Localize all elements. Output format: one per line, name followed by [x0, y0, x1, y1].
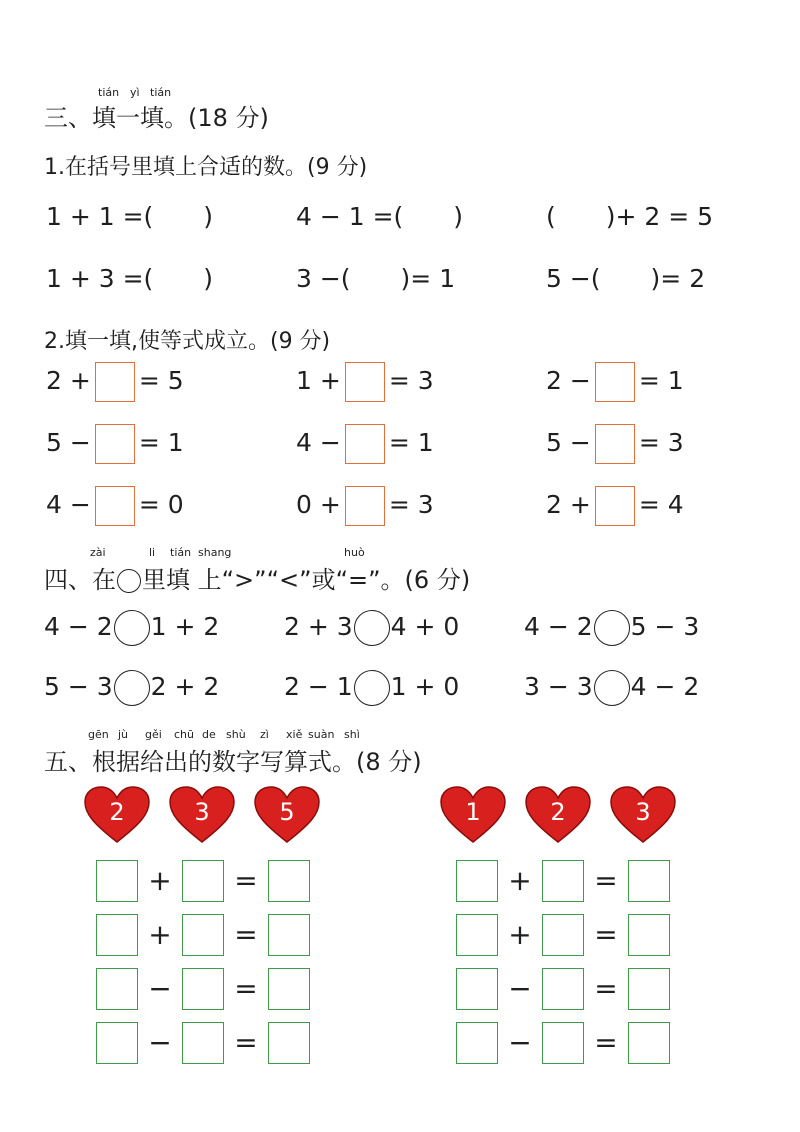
answer-box[interactable]: [542, 1022, 584, 1064]
pinyin: huò: [344, 546, 365, 559]
write-equation-row: − =: [96, 1022, 310, 1064]
answer-box[interactable]: [95, 424, 135, 464]
answer-box[interactable]: [95, 362, 135, 402]
box-equation: 0 + = 3: [296, 486, 434, 526]
compare-circle[interactable]: [594, 610, 630, 646]
answer-box[interactable]: [345, 424, 385, 464]
answer-box[interactable]: [595, 424, 635, 464]
heart-number-card: 3: [169, 786, 235, 844]
answer-box[interactable]: [268, 968, 310, 1010]
pinyin: zì: [260, 728, 269, 741]
answer-box[interactable]: [182, 914, 224, 956]
write-equation-row: − =: [456, 1022, 670, 1064]
heart-number-card: 5: [254, 786, 320, 844]
compare-item: 3 − 3 4 − 2: [524, 670, 699, 706]
heart-number-card: 2: [84, 786, 150, 844]
answer-box[interactable]: [95, 486, 135, 526]
pinyin: tián: [150, 86, 172, 99]
pinyin: tián: [170, 546, 192, 559]
fill-equation[interactable]: 1 + 3 =( ): [46, 264, 214, 293]
compare-circle[interactable]: [594, 670, 630, 706]
box-equation: 2 + = 4: [546, 486, 684, 526]
heart-number-card: 1: [440, 786, 506, 844]
pinyin: shang: [198, 546, 232, 559]
section3-title: 三、填一填。(18 分): [44, 104, 269, 132]
write-equation-row: + =: [456, 860, 670, 902]
answer-box[interactable]: [456, 860, 498, 902]
write-equation-row: + =: [96, 914, 310, 956]
answer-box[interactable]: [595, 362, 635, 402]
answer-box[interactable]: [345, 362, 385, 402]
answer-box[interactable]: [268, 1022, 310, 1064]
answer-box[interactable]: [96, 968, 138, 1010]
compare-circle[interactable]: [354, 670, 390, 706]
pinyin: li: [149, 546, 156, 559]
section5-title: 五、根据给出的数字写算式。(8 分): [44, 748, 422, 776]
section4-title: 四、在 里填 上“>”“<”或“=”。(6 分): [44, 566, 471, 594]
box-equation: 1 + = 3: [296, 362, 434, 402]
answer-box[interactable]: [628, 914, 670, 956]
answer-box[interactable]: [182, 968, 224, 1010]
compare-circle[interactable]: [114, 670, 150, 706]
write-equation-row: + =: [456, 914, 670, 956]
box-equation: 5 − = 1: [46, 424, 184, 464]
pinyin: gēn: [88, 728, 109, 741]
pinyin: suàn: [308, 728, 335, 741]
answer-box[interactable]: [595, 486, 635, 526]
compare-item: 2 − 1 1 + 0: [284, 670, 459, 706]
compare-item: 5 − 3 2 + 2: [44, 670, 219, 706]
pinyin: yì: [130, 86, 140, 99]
answer-box[interactable]: [542, 914, 584, 956]
compare-circle[interactable]: [114, 610, 150, 646]
answer-box[interactable]: [542, 968, 584, 1010]
answer-box[interactable]: [456, 1022, 498, 1064]
pinyin: shì: [344, 728, 360, 741]
fill-equation[interactable]: 3 −( )= 1: [296, 264, 456, 293]
compare-item: 2 + 3 4 + 0: [284, 610, 459, 646]
answer-box[interactable]: [628, 968, 670, 1010]
write-equation-row: − =: [96, 968, 310, 1010]
fill-equation[interactable]: 5 −( )= 2: [546, 264, 706, 293]
pinyin: gěi: [145, 728, 162, 741]
fill-equation[interactable]: 4 − 1 =( ): [296, 202, 464, 231]
answer-box[interactable]: [345, 486, 385, 526]
answer-box[interactable]: [182, 860, 224, 902]
q1-title: 1.在括号里填上合适的数。(9 分): [44, 155, 368, 180]
circle-icon: [117, 569, 141, 593]
answer-box[interactable]: [268, 860, 310, 902]
write-equation-row: + =: [96, 860, 310, 902]
answer-box[interactable]: [456, 968, 498, 1010]
box-equation: 4 − = 1: [296, 424, 434, 464]
pinyin: jù: [118, 728, 129, 741]
answer-box[interactable]: [628, 860, 670, 902]
pinyin: shù: [226, 728, 246, 741]
answer-box[interactable]: [268, 914, 310, 956]
answer-box[interactable]: [628, 1022, 670, 1064]
heart-number-card: 3: [610, 786, 676, 844]
box-equation: 2 + = 5: [46, 362, 184, 402]
pinyin: de: [202, 728, 216, 741]
answer-box[interactable]: [96, 914, 138, 956]
pinyin: chū: [174, 728, 194, 741]
write-equation-row: − =: [456, 968, 670, 1010]
box-equation: 5 − = 3: [546, 424, 684, 464]
pinyin: xiě: [286, 728, 303, 741]
answer-box[interactable]: [542, 860, 584, 902]
fill-equation[interactable]: 1 + 1 =( ): [46, 202, 214, 231]
compare-item: 4 − 2 5 − 3: [524, 610, 699, 646]
compare-circle[interactable]: [354, 610, 390, 646]
answer-box[interactable]: [96, 1022, 138, 1064]
heart-number-card: 2: [525, 786, 591, 844]
fill-equation[interactable]: ( )+ 2 = 5: [546, 202, 714, 231]
pinyin: zài: [90, 546, 106, 559]
q2-title: 2.填一填,使等式成立。(9 分): [44, 329, 331, 354]
answer-box[interactable]: [456, 914, 498, 956]
answer-box[interactable]: [182, 1022, 224, 1064]
box-equation: 4 − = 0: [46, 486, 184, 526]
compare-item: 4 − 2 1 + 2: [44, 610, 219, 646]
box-equation: 2 − = 1: [546, 362, 684, 402]
pinyin: tián: [98, 86, 120, 99]
answer-box[interactable]: [96, 860, 138, 902]
